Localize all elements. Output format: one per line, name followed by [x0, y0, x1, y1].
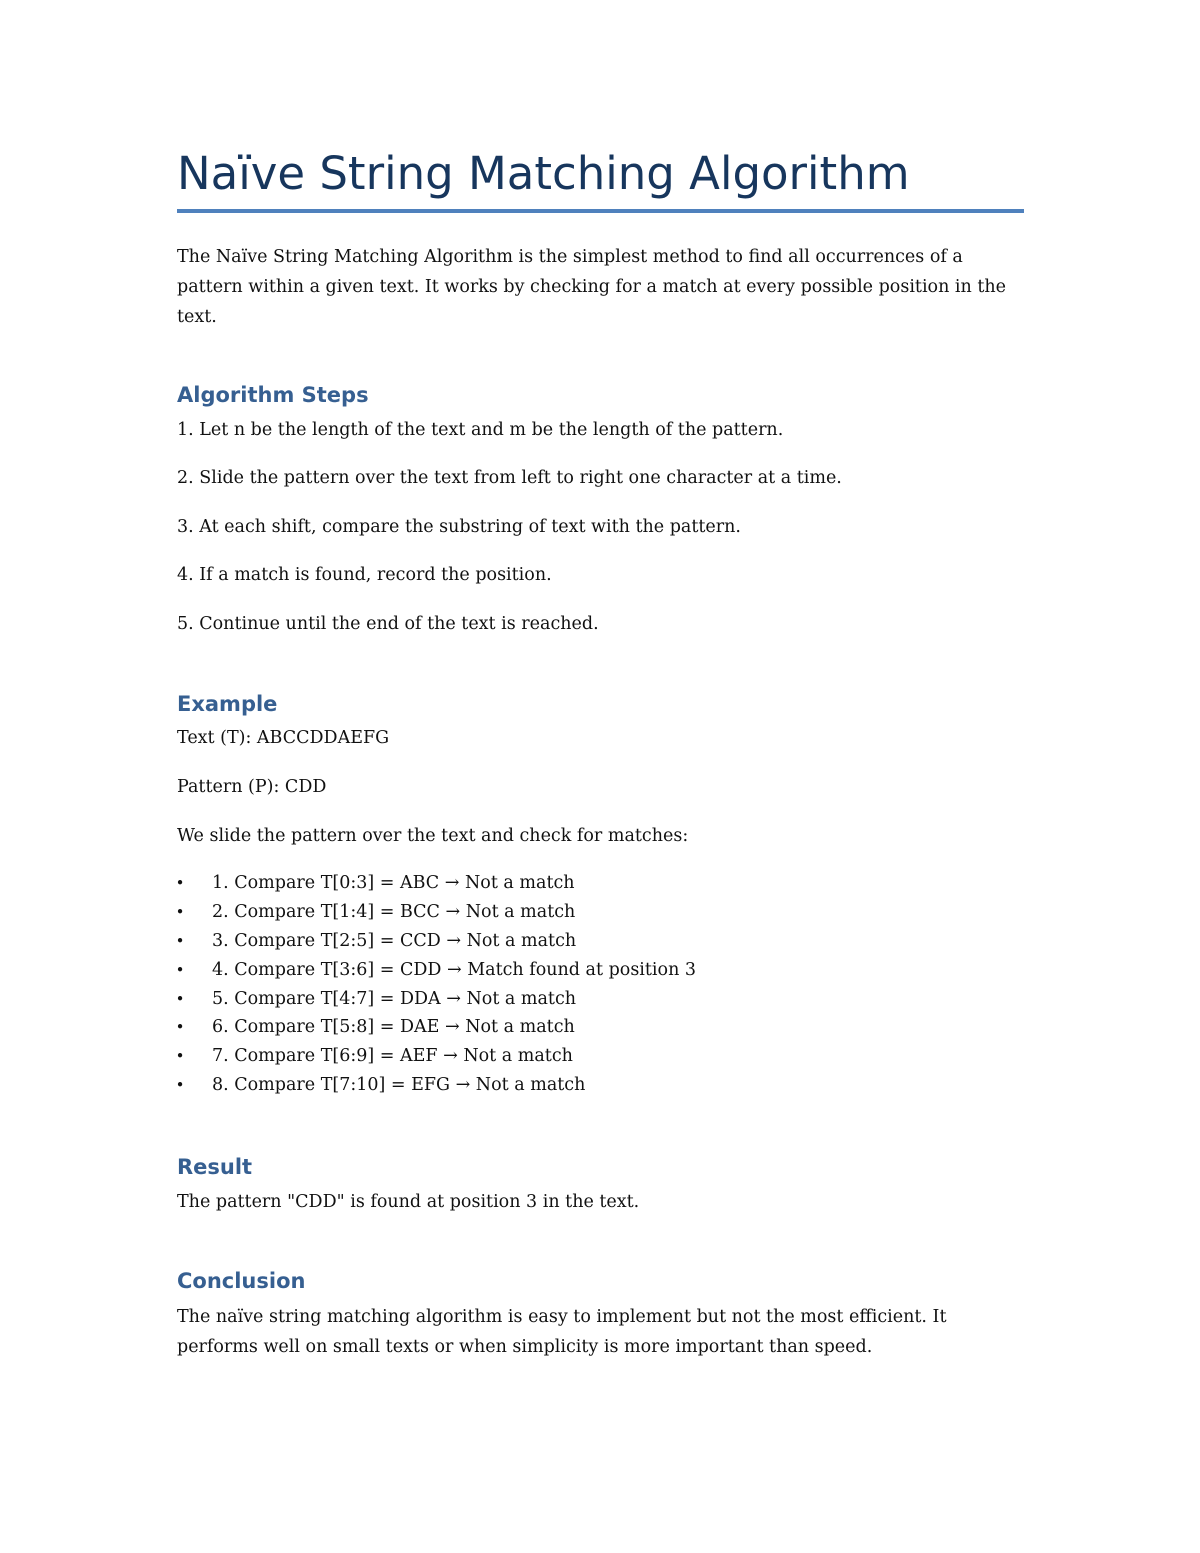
- heading-result: Result: [177, 1155, 253, 1179]
- result-text: The pattern "CDD" is found at position 3 in the text.: [177, 1192, 640, 1212]
- example-text-line: Text (T): ABCCDDAEFG: [177, 728, 390, 748]
- comparison-text: 2. Compare T[1:4] = BCC → Not a match: [212, 901, 576, 922]
- step-item: 1. Let n be the length of the text and m be the length of the pattern.: [177, 420, 784, 440]
- bullet-icon: •: [175, 874, 185, 892]
- step-item: 5. Continue until the end of the text is reached.: [177, 614, 599, 634]
- document-page: [177, 0, 1024, 1553]
- heading-algorithm-steps: Algorithm Steps: [177, 383, 369, 407]
- step-item: 3. At each shift, compare the substring of text with the pattern.: [177, 517, 741, 537]
- comparison-text: 8. Compare T[7:10] = EFG → Not a match: [212, 1075, 586, 1096]
- bullet-icon: •: [175, 902, 185, 921]
- comparison-text: 5. Compare T[4:7] = DDA → Not a match: [212, 988, 577, 1009]
- bullet-icon: •: [175, 989, 185, 1008]
- comparison-text: 4. Compare T[3:6] = CDD → Match found at position 3: [212, 959, 697, 980]
- step-item: 4. If a match is found, record the position.: [177, 565, 552, 585]
- bullet-icon: •: [175, 1047, 185, 1066]
- title-underline-rule: [177, 209, 1024, 213]
- bullet-icon: •: [175, 960, 185, 979]
- comparison-text: 7. Compare T[6:9] = AEF → Not a match: [212, 1046, 573, 1067]
- example-lead-sentence: We slide the pattern over the text and check for matches:: [177, 826, 689, 846]
- intro-paragraph: The Naïve String Matching Algorithm is the simplest method to find all occurrences of a pattern within a given text. It works by checking for a match at every possible position in the text.: [177, 247, 1007, 327]
- step-item: 2. Slide the pattern over the text from left to right one character at a time.: [177, 468, 842, 488]
- comparison-text: 3. Compare T[2:5] = CCD → Not a match: [212, 930, 577, 951]
- document-title: Naïve String Matching Algorithm: [177, 147, 910, 200]
- heading-example: Example: [177, 692, 278, 716]
- bullet-icon: •: [175, 1018, 185, 1037]
- comparison-text: 6. Compare T[5:8] = DAE → Not a match: [212, 1017, 575, 1038]
- conclusion-paragraph: The naïve string matching algorithm is easy to implement but not the most efficient. It performs well on small texts or when simplicity is more important than speed.: [177, 1307, 947, 1357]
- example-pattern-line: Pattern (P): CDD: [177, 777, 327, 797]
- comparison-text: 1. Compare T[0:3] = ABC → Not a match: [212, 873, 575, 893]
- bullet-icon: •: [175, 931, 185, 950]
- bullet-icon: •: [175, 1076, 185, 1095]
- heading-conclusion: Conclusion: [177, 1269, 306, 1293]
